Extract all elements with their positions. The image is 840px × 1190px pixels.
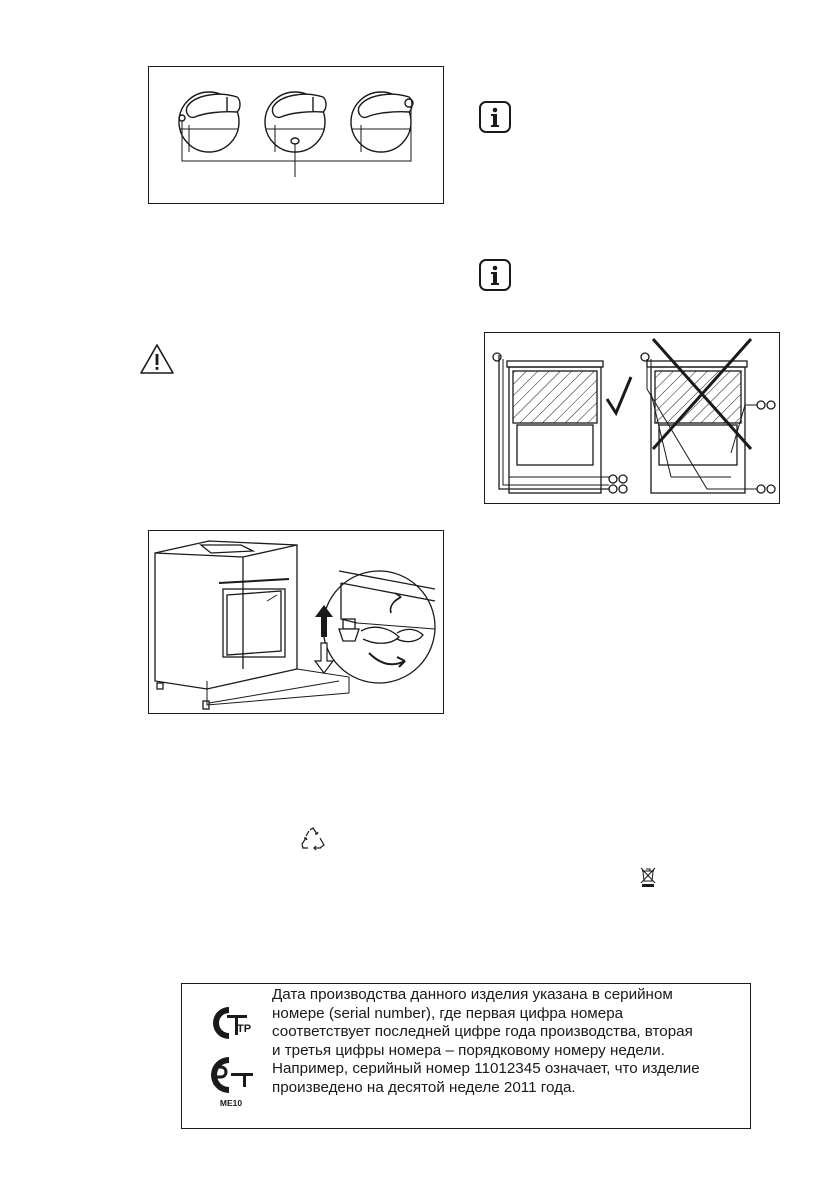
warning-triangle-icon bbox=[138, 342, 176, 376]
stability-chain-figure bbox=[148, 66, 444, 204]
notice-text bbox=[272, 986, 742, 1098]
gost-r-mark-icon bbox=[203, 1053, 261, 1097]
gost-tr-mark-icon bbox=[203, 1003, 261, 1043]
stability-chain-illustration bbox=[149, 67, 443, 203]
mark-code: ME10 bbox=[219, 1098, 243, 1108]
installation-figure bbox=[484, 332, 780, 504]
notice-line: соответствует последней цифре года производства, вторая bbox=[272, 1023, 693, 1041]
info-icon bbox=[478, 258, 512, 292]
info-icon bbox=[478, 100, 512, 134]
leveling-figure bbox=[148, 530, 444, 714]
recycle-icon bbox=[300, 826, 326, 852]
notice-line: произведено на десятой неделе 2011 года. bbox=[272, 1078, 576, 1096]
installation-illustration bbox=[485, 333, 779, 503]
crossed-bin-icon bbox=[638, 866, 658, 888]
notice-line: номере (serial number), где первая цифра номера bbox=[272, 1004, 624, 1022]
notice-line: Дата производства данного изделия указана в серийном bbox=[272, 986, 673, 1003]
notice-line: и третья цифры номера – порядковому номеру недели. bbox=[272, 1041, 665, 1059]
svg-text:ТР: ТР bbox=[237, 1023, 252, 1035]
notice-line: Например, серийный номер 11012345 означает, что изделие bbox=[272, 1060, 700, 1078]
leveling-illustration bbox=[149, 531, 443, 713]
